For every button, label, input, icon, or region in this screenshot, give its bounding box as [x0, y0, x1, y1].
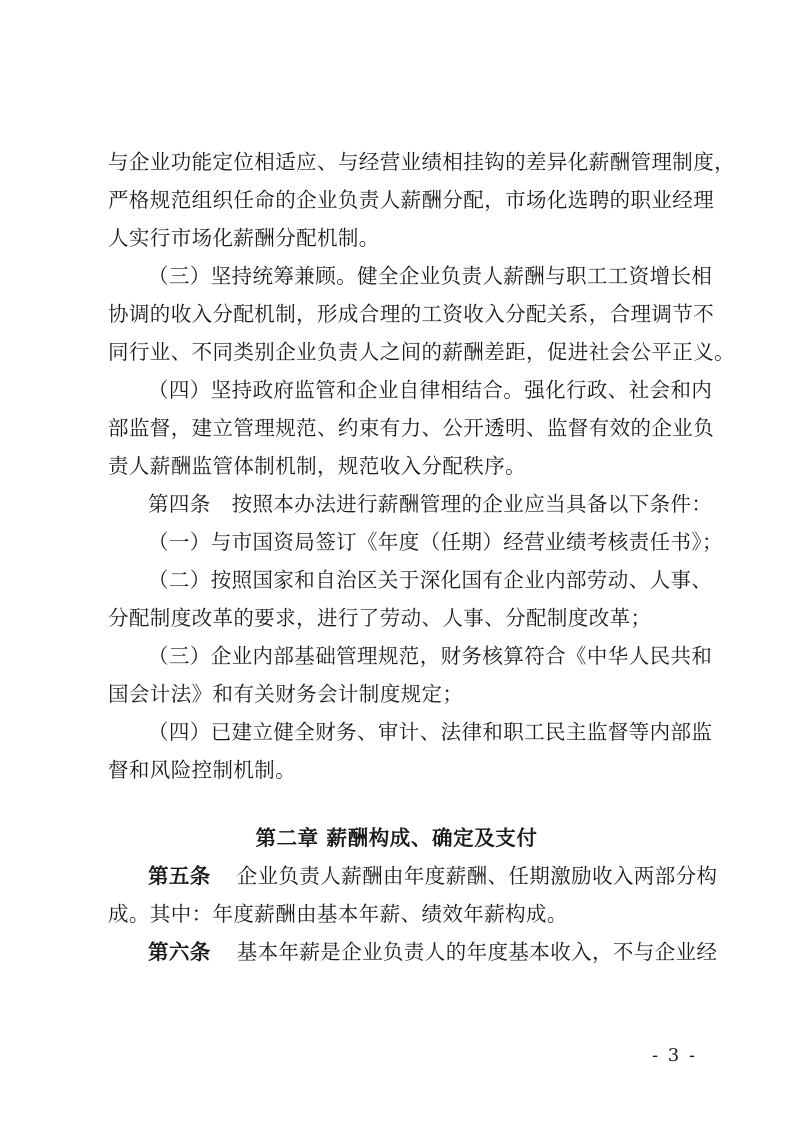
article-6-text: 基本年薪是企业负责人的年度基本收入，不与企业经: [236, 940, 718, 964]
article-5-label: 第五条: [148, 864, 211, 888]
body-line: （二）按照国家和自治区关于深化国有企业内部劳动、人事、: [148, 568, 713, 592]
body-line: （三）企业内部基础管理规范，财务核算符合《中华人民共和: [148, 644, 713, 668]
body-line: 人实行市场化薪酬分配机制。: [108, 226, 380, 250]
body-line: （四）坚持政府监管和企业自律相结合。强化行政、社会和内: [148, 378, 713, 402]
article-4-line: 第四条 按照本办法进行薪酬管理的企业应当具备以下条件：: [148, 492, 713, 516]
body-line: 同行业、不同类别企业负责人之间的薪酬差距，促进社会公平正义。: [108, 340, 735, 364]
article-5-text: 企业负责人薪酬由年度薪酬、任期激励收入两部分构: [236, 864, 718, 888]
body-line: （一）与市国资局签订《年度（任期）经营业绩考核责任书》；: [148, 530, 723, 554]
article-5-line: [148, 864, 718, 888]
body-line: 督和风险控制机制。: [108, 758, 297, 782]
body-line: 成。其中：年度薪酬由基本年薪、绩效年薪构成。: [108, 902, 568, 926]
body-line: 部监督，建立管理规范、约束有力、公开透明、监督有效的企业负: [108, 416, 715, 440]
body-line: （四）已建立健全财务、审计、法律和职工民主监督等内部监: [148, 720, 713, 744]
body-line: 严格规范组织任命的企业负责人薪酬分配，市场化选聘的职业经理: [108, 188, 715, 212]
body-line: （三）坚持统筹兼顾。健全企业负责人薪酬与职工工资增长相: [148, 264, 713, 288]
article-6-line: [148, 940, 718, 964]
chapter-heading: 第二章 薪酬构成、确定及支付: [255, 826, 538, 850]
body-line: 国会计法》和有关财务会计制度规定；: [108, 682, 464, 706]
article-6-label: 第六条: [148, 940, 211, 964]
page-number: - 3 -: [651, 1045, 697, 1066]
body-line: 与企业功能定位相适应、与经营业绩相挂钩的差异化薪酬管理制度，: [108, 150, 735, 174]
body-line: 责人薪酬监管体制机制，规范收入分配秩序。: [108, 454, 526, 478]
body-line: 协调的收入分配机制，形成合理的工资收入分配关系，合理调节不: [108, 302, 715, 326]
body-line: 分配制度改革的要求，进行了劳动、人事、分配制度改革；: [108, 606, 652, 630]
